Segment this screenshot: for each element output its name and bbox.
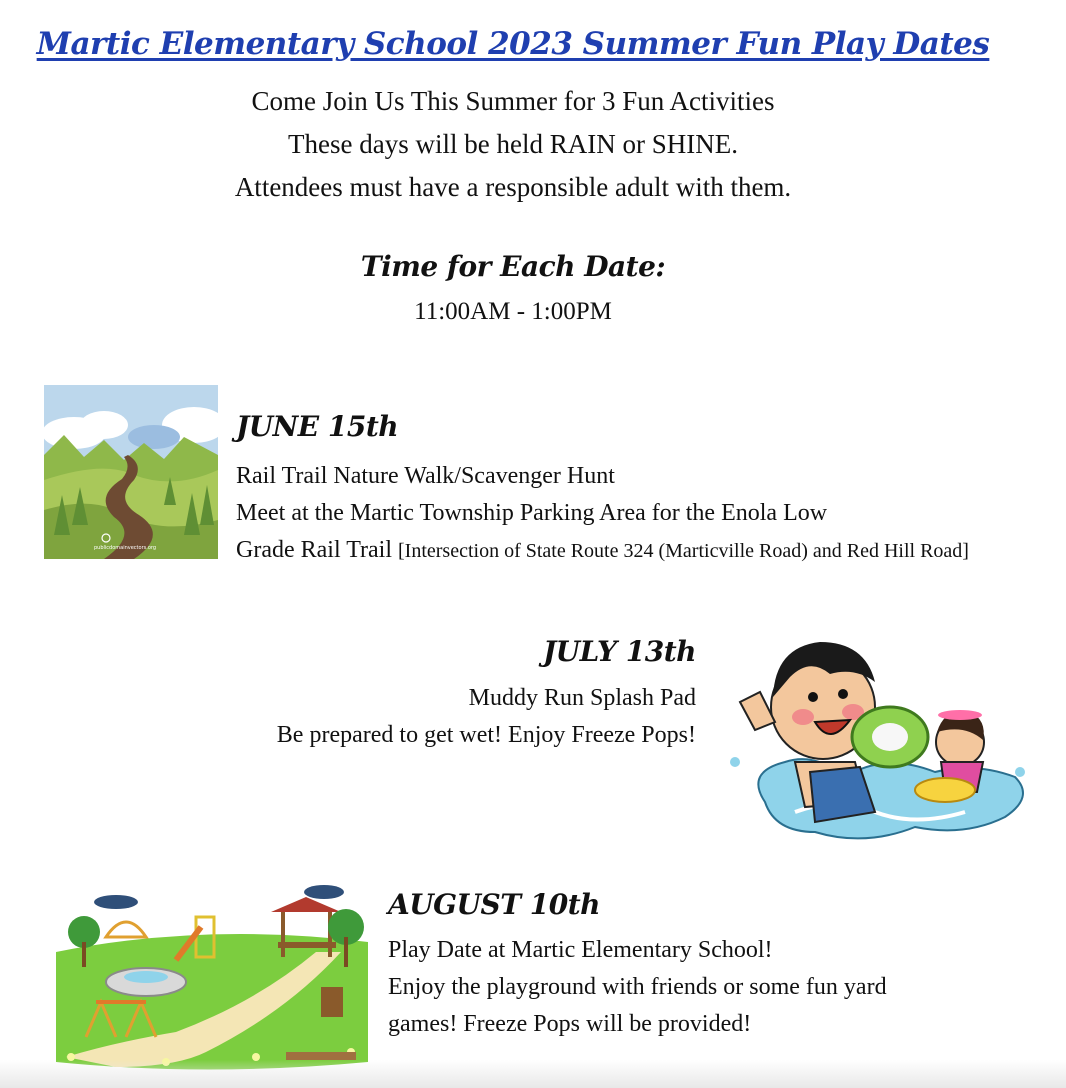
- event-august-activity: Play Date at Martic Elementary School!: [388, 937, 773, 963]
- image-credit: publicdomainvectors.org: [94, 545, 157, 551]
- event-july-details: [150, 680, 696, 754]
- event-june-line3: Grade Rail Trail: [236, 537, 392, 563]
- bottom-fade: [0, 1060, 1066, 1088]
- intro-block: [0, 80, 1026, 209]
- intro-line-1: Come Join Us This Summer for 3 Fun Activities: [251, 86, 775, 116]
- event-june-detail: [Intersection of State Route 324 (Marticville Road) and Red Hill Road]: [398, 540, 969, 562]
- event-june-details: [236, 458, 1016, 570]
- event-date-august: AUGUST 10th: [388, 888, 601, 921]
- event-june-line2: Meet at the Martic Township Parking Area for the Enola Low: [236, 500, 828, 526]
- time-heading: Time for Each Date:: [360, 250, 666, 283]
- page-title: Martic Elementary School 2023 Summer Fun Play Dates: [36, 26, 990, 62]
- time-value: 11:00AM - 1:00PM: [414, 298, 612, 325]
- event-july-activity: Muddy Run Splash Pad: [468, 685, 696, 711]
- event-august-details: [388, 932, 1028, 1043]
- intro-line-3: Attendees must have a responsible adult with them.: [234, 172, 792, 202]
- event-june-activity: Rail Trail Nature Walk/Scavenger Hunt: [236, 463, 615, 489]
- event-date-july: JULY 13th: [542, 635, 696, 668]
- kids-splash-illustration-icon: [715, 612, 1035, 860]
- trail-illustration-icon: [44, 385, 218, 559]
- event-date-june: JUNE 15th: [236, 410, 399, 443]
- park-illustration-icon: [56, 882, 368, 1074]
- event-august-line2: Enjoy the playground with friends or some fun yard: [388, 974, 887, 1000]
- intro-line-2: These days will be held RAIN or SHINE.: [288, 129, 738, 159]
- event-august-line3: games! Freeze Pops will be provided!: [388, 1011, 752, 1037]
- event-june-line3-wrap: [236, 532, 1016, 570]
- event-july-line2: Be prepared to get wet! Enjoy Freeze Pops!: [276, 722, 696, 748]
